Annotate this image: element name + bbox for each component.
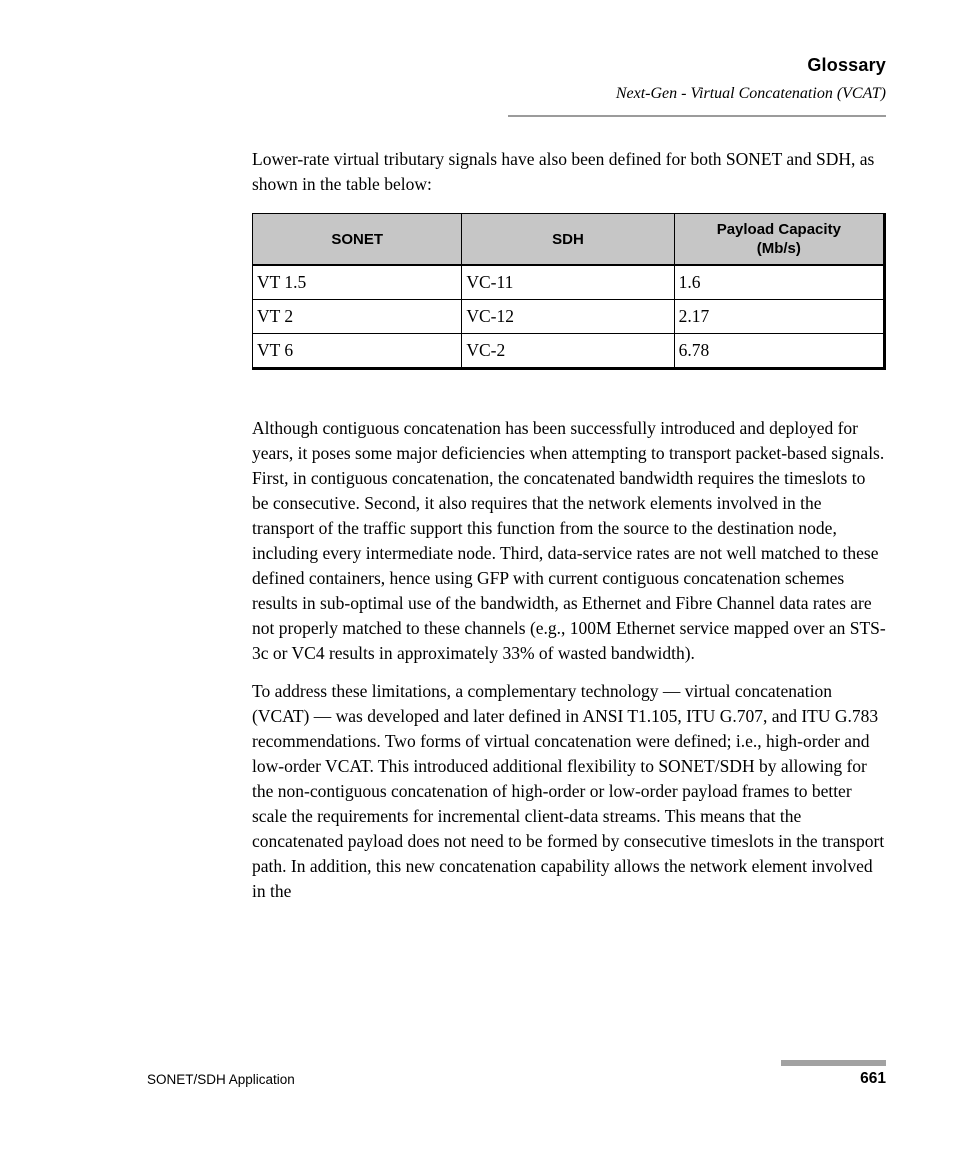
table-row [253,300,885,334]
page-number: 661 [860,1070,886,1087]
table-header-sonet-label: SONET [331,230,384,248]
intro-paragraph: Lower-rate virtual tributary signals have also been defined for both SONET and SDH, as shown in the table below: [252,149,875,194]
page-header [508,55,886,117]
table-cell-sonet: VT 2 [253,300,462,334]
table-header-sdh-label: SDH [552,230,584,248]
table-row [253,334,885,369]
page-content [252,147,886,917]
section-subtitle: Next-Gen - Virtual Concatenation (VCAT) [615,85,886,102]
table-cell-sdh: VC-2 [462,334,674,369]
body-paragraph-1: Although contiguous concatenation has been successfully introduced and deployed for years, it poses some major deficiencies when attempting to transport packet-based signals. First, in contiguous concatenation, the concatenated bandwidth requires the timeslots to be consecutive. Second, it also requires that the network elements involved in the transport of the traffic support this function from the source to the destination node, including every intermediate node. Third, data-service rates are not well matched to these defined containers, hence using GFP with current contiguous concatenation schemes results in sub-optimal use of the bandwidth, as Ethernet and Fibre Channel data rates are not properly matched to these channels (e.g., 100M Ethernet service mapped over an STS-3c or VC4 results in approximately 33% of wasted bandwidth). [252,418,886,663]
table-row [253,265,885,300]
table-cell-sdh: VC-11 [462,265,674,300]
table-cell-sdh: VC-12 [462,300,674,334]
page-number-block [781,1060,886,1088]
table-header-payload-label: Payload Capacity (Mb/s) [716,221,841,257]
table-header-payload [674,214,884,266]
payload-capacity-table [252,213,886,370]
table-header-sdh [462,214,674,266]
body-paragraph-2: To address these limitations, a complementary technology — virtual concatenation (VCAT) — was developed and later defined in ANSI T1.105, ITU G.707, and ITU G.783 recommendations. Two forms of virtual concatenation were defined; i.e., high-order and low-order VCAT. This introduced additional flexibility to SONET/SDH by allowing for the non-contiguous concatenation of high-order or low-order payload frames to better scale the requirements for incremental client-data streams. This means that the concatenated payload does not need to be formed by consecutive timeslots in the transport path. In addition, this new concatenation capability allows the network element involved in the [252,681,885,901]
header-divider [508,115,886,117]
table-cell-capacity: 6.78 [674,334,884,369]
footer-application-label: SONET/SDH Application [147,1072,295,1087]
glossary-title: Glossary [807,55,886,75]
table-header-row [253,214,885,266]
table-cell-sonet: VT 6 [253,334,462,369]
table-cell-sonet: VT 1.5 [253,265,462,300]
page-footer [147,1060,886,1088]
table-cell-capacity: 2.17 [674,300,884,334]
table-cell-capacity: 1.6 [674,265,884,300]
footer-bar [781,1060,886,1066]
table-header-sonet [253,214,462,266]
